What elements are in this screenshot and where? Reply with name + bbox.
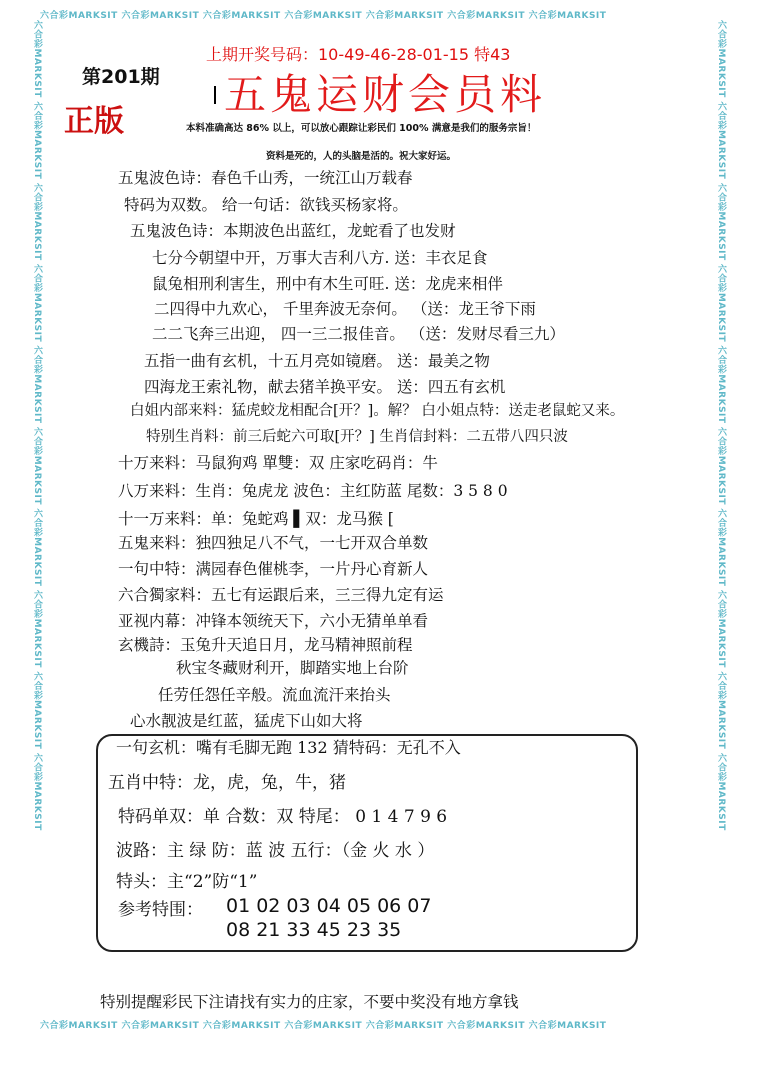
text-line: 五鬼波色诗：本期波色出蓝红，龙蛇看了也发财 xyxy=(130,222,456,240)
border-watermark-left: 六合彩MARKSIT 六合彩MARKSIT 六合彩MARKSIT 六合彩MARKSIT 六合彩MARKSIT 六合彩MARKSIT 六合彩MARKSIT 六合彩MARKSIT 六合彩MARKSIT 六合彩MARKSIT xyxy=(32,20,42,831)
text-line: 十一万来料：单：兔蛇鸡 ▌双：龙马猴 [ xyxy=(118,510,394,528)
riddle-line: 一句玄机：嘴有毛脚无跑 132 猜特码：无孔不入 xyxy=(116,738,461,757)
text-line: 特别生肖料：前三后蛇六可取[开？] 生肖信封料：二五带八四只波 xyxy=(146,429,568,445)
page-title: 五鬼运财会员料 xyxy=(224,70,547,119)
five-zodiac-line: 五肖中特：龙，虎，兔，牛，猪 xyxy=(108,773,346,793)
border-watermark-bottom: 六合彩MARKSIT 六合彩MARKSIT 六合彩MARKSIT 六合彩MARKSIT 六合彩MARKSIT 六合彩MARKSIT 六合彩MARKSIT xyxy=(40,1021,607,1031)
text-line: 六合獨家料：五七有运跟后来，三三得九定有运 xyxy=(118,586,444,604)
ref-label: 参考特围： xyxy=(118,900,203,920)
title-bar-mark xyxy=(214,86,216,104)
text-line: 七分今朝望中开，万事大吉利八方. 送：丰衣足食 xyxy=(152,249,488,267)
text-line: 五鬼来料：独四独足八不气，一七开双合单数 xyxy=(118,534,429,552)
text-line: 十万来料：马鼠狗鸡 單雙：双 庄家吃码肖：牛 xyxy=(118,454,438,472)
text-line: 二二飞奔三出迎， 四一三二报佳音。 （送：发财尽看三九） xyxy=(152,325,565,343)
footer-warning: 特别提醒彩民下注请找有实力的庄家，不要中奖没有地方拿钱 xyxy=(100,993,519,1011)
text-line: 特码为双数。 给一句话：欲钱买杨家将。 xyxy=(124,196,408,214)
text-line: 鼠兔相刑利害生，刑中有木生可旺. 送：龙虎来相伴 xyxy=(152,275,503,293)
odd-even-line: 特码单双：单 合数：双 特尾： 0 1 4 7 9 6 xyxy=(118,807,448,827)
text-line: 八万来料：生肖：兔虎龙 波色：主红防蓝 尾数：3 5 8 0 xyxy=(118,482,508,500)
text-line: 玄機詩：玉兔升天追日月，龙马精神照前程 xyxy=(118,636,413,654)
text-line: 亚视内幕：冲锋本领统天下，六小无猜单单看 xyxy=(118,612,429,630)
head-line: 特头：主“2”防“1” xyxy=(116,872,258,892)
text-line: 心水靓波是红蓝，猛虎下山如大将 xyxy=(130,712,363,730)
text-line: 二四得中九欢心， 千里奔波无奈何。 （送：龙王爷下雨 xyxy=(154,300,536,318)
ref-numbers-row-2: 08 21 33 45 23 35 xyxy=(226,919,402,941)
border-watermark-right: 六合彩MARKSIT 六合彩MARKSIT 六合彩MARKSIT 六合彩MARKSIT 六合彩MARKSIT 六合彩MARKSIT 六合彩MARKSIT 六合彩MARKSIT 六合彩MARKSIT 六合彩MARKSIT xyxy=(716,20,726,831)
text-line: 一句中特：满园春色催桃李，一片丹心育新人 xyxy=(118,560,429,578)
text-line: 五鬼波色诗：春色千山秀，一统江山万载春 xyxy=(118,169,413,187)
edition-label: 正版 xyxy=(64,104,124,139)
text-line: 四海龙王索礼物，献去猪羊换平安。 送：四五有玄机 xyxy=(144,378,506,396)
text-line: 秋宝冬藏财利开，脚踏实地上台阶 xyxy=(176,659,409,677)
border-watermark-top: 六合彩MARKSIT 六合彩MARKSIT 六合彩MARKSIT 六合彩MARKSIT 六合彩MARKSIT 六合彩MARKSIT 六合彩MARKSIT xyxy=(40,11,607,21)
text-line: 任劳任怨任辛般。流血流汗来抬头 xyxy=(158,686,391,704)
issue-number: 第201期 xyxy=(82,66,160,88)
text-line: 白姐内部来料：猛虎蛟龙相配合[开？]。解？ 白小姐点特：送走老鼠蛇又来。 xyxy=(130,403,625,419)
text-line: 五指一曲有玄机，十五月亮如镜磨。 送：最美之物 xyxy=(144,352,490,370)
slogan-luck: 资料是死的，人的头脑是活的。祝大家好运。 xyxy=(266,151,457,162)
ref-numbers-row-1: 01 02 03 04 05 06 07 xyxy=(226,895,432,917)
wave-line: 波路：主 绿 防：蓝 波 五行：（金 火 水 ） xyxy=(116,841,435,861)
slogan-accuracy: 本料准确高达 86% 以上，可以放心跟踪让彩民们 100% 满意是我们的服务宗旨！ xyxy=(186,123,537,134)
last-draw-numbers: 上期开奖号码：10-49-46-28-01-15 特43 xyxy=(206,45,511,64)
